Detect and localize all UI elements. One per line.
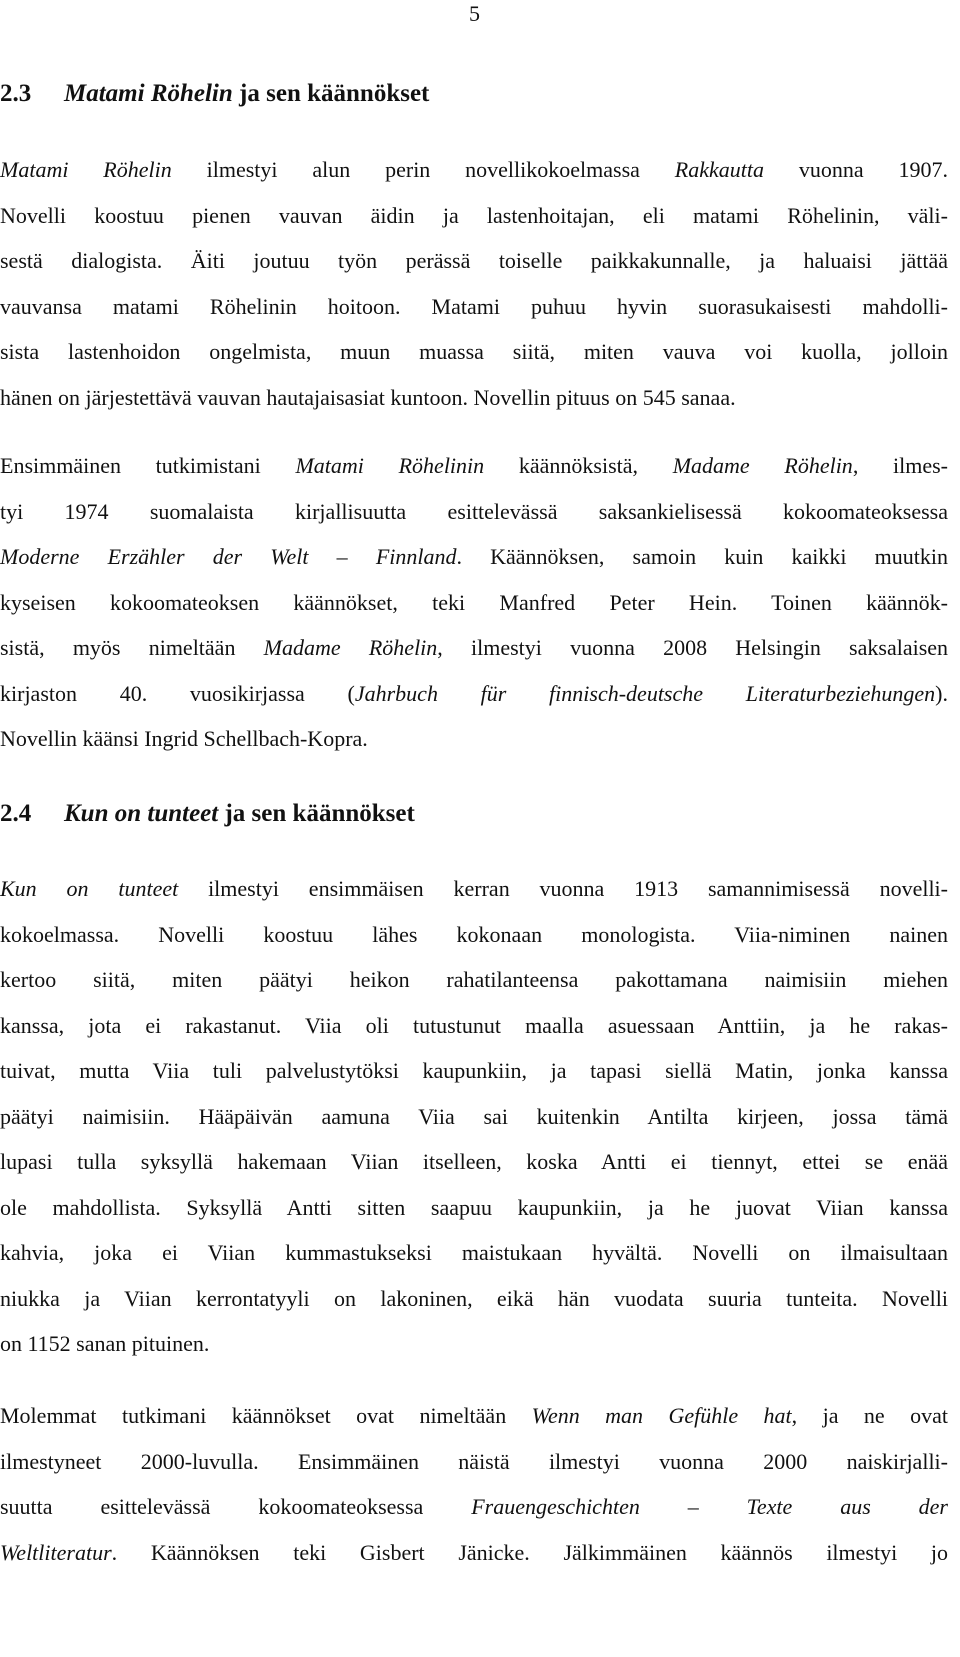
- text-run: suutta esittelevässä kokoomateoksessa: [0, 1494, 472, 1519]
- text-run: ).: [935, 680, 948, 706]
- text-run: kokoelmassa. Novelli koostuu lähes kokonaan monologista. Viia-niminen nainen: [0, 921, 948, 947]
- text-run: vuonna 1907.: [763, 157, 948, 182]
- text-line: [0, 1003, 948, 1049]
- text-line: [0, 1185, 948, 1231]
- italic-text: Madame Röhelin: [672, 453, 853, 478]
- text-line: [0, 329, 948, 375]
- text-run: . Käännöksen teki Gisbert Jänicke. Jälkimmäinen käännös ilmestyi jo: [111, 1539, 948, 1565]
- italic-text: Jahrbuch für finnisch-deutsche Literaturbeziehungen: [354, 680, 936, 706]
- page-number: 5: [469, 1, 480, 26]
- section-heading-2-3: [0, 79, 429, 109]
- text-line: [0, 1393, 948, 1439]
- section-number: 2.3: [0, 80, 32, 107]
- section-number: 2.4: [0, 800, 32, 827]
- text-run: tyi 1974 suomalaista kirjallisuutta esittelevässä saksankielisessä kokoomateoksessa: [0, 498, 948, 524]
- text-line: [0, 1139, 948, 1185]
- paragraph: [0, 866, 948, 1367]
- text-run: sista lastenhoidon ongelmista, muun muassa siitä, miten vauva voi kuolla, jolloin: [0, 339, 948, 364]
- section-title-italic: Matami Röhelin: [64, 80, 233, 107]
- text-run: hänen on järjestettävä vauvan hautajaisasiat kuntoon. Novellin pituus on 545 sanaa.: [0, 384, 736, 410]
- text-run: ilmestyneet 2000-luvulla. Ensimmäinen näistä ilmestyi vuonna 2000 naiskirjalli-: [0, 1448, 948, 1474]
- text-line: [0, 443, 948, 489]
- text-line: [0, 1094, 948, 1140]
- text-line: [0, 866, 948, 912]
- text-run: tuivat, mutta Viia tuli palvelustytöksi kaupunkiin, ja tapasi siellä Matin, jonka kanssa: [0, 1058, 948, 1083]
- text-run: , ilmes-: [852, 453, 948, 478]
- paragraph: [0, 147, 948, 420]
- text-run: kahvia, joka ei Viian kummastukseksi maistukaan hyvältä. Novelli on ilmaisultaan: [0, 1240, 948, 1265]
- italic-text: Wenn man Gefühle hat: [531, 1403, 792, 1428]
- italic-text: Moderne Erzähler der Welt – Finnland: [0, 544, 457, 569]
- section-title-rest: ja sen käännökset: [232, 80, 430, 107]
- text-line: [0, 238, 948, 284]
- text-line: [0, 671, 948, 717]
- text-run: niukka ja Viian kerrontatyyli on lakoninen, eikä hän vuodata suuria tunteita. Novelli: [0, 1285, 948, 1311]
- text-line: [0, 534, 948, 580]
- text-run: Ensimmäinen tutkimistani: [0, 453, 296, 478]
- text-line: [0, 1321, 948, 1367]
- text-run: , ja ne ovat: [791, 1403, 948, 1428]
- text-run: Novelli koostuu pienen vauvan äidin ja lastenhoitajan, eli matami Röhelinin, väli-: [0, 202, 948, 228]
- text-run: Molemmat tutkimani käännökset ovat nimeltään: [0, 1403, 532, 1428]
- text-run: Novellin käänsi Ingrid Schellbach-Kopra.: [0, 726, 368, 751]
- text-line: [0, 284, 948, 330]
- italic-text: Matami Röhelin: [0, 157, 172, 182]
- text-run: ole mahdollista. Syksyllä Antti sitten saapuu kaupunkiin, ja he juovat Viian kanssa: [0, 1194, 948, 1220]
- text-line: [0, 193, 948, 239]
- text-run: . Käännöksen, samoin kuin kaikki muutkin: [456, 544, 948, 569]
- text-run: lupasi tulla syksyllä hakemaan Viian itselleen, koska Antti ei tiennyt, ettei se enää: [0, 1149, 948, 1174]
- text-run: käännöksistä,: [484, 453, 673, 478]
- text-line: [0, 1530, 948, 1576]
- text-line: [0, 716, 948, 762]
- text-run: , ilmestyi vuonna 2008 Helsingin saksalaisen: [437, 635, 949, 660]
- italic-text: Matami Röhelinin: [295, 453, 485, 478]
- text-run: on 1152 sanan pituinen.: [0, 1331, 210, 1356]
- text-line: [0, 1484, 948, 1530]
- text-run: kyseisen kokoomateoksen käännökset, teki Manfred Peter Hein. Toinen käännök-: [0, 589, 948, 615]
- section-title-italic: Kun on tunteet: [64, 800, 219, 827]
- text-run: sistä, myös nimeltään: [0, 635, 264, 660]
- italic-text: Kun on tunteet: [0, 876, 179, 901]
- paragraph: [0, 443, 948, 762]
- italic-text: Frauengeschichten – Texte aus der: [471, 1494, 948, 1519]
- text-line: [0, 1230, 948, 1276]
- section-title-rest: ja sen käännökset: [218, 800, 415, 827]
- italic-text: Madame Röhelin: [263, 635, 438, 660]
- text-line: [0, 375, 948, 421]
- text-run: kanssa, jota ei rakastanut. Viia oli tutustunut maalla asuessaan Anttiin, ja he rakas-: [0, 1012, 948, 1038]
- text-run: sestä dialogista. Äiti joutuu työn perässä toiselle paikkakunnalle, ja haluaisi jättää: [0, 248, 948, 273]
- text-line: [0, 1439, 948, 1485]
- italic-text: Weltliteratur: [0, 1539, 112, 1565]
- text-line: [0, 1048, 948, 1094]
- text-line: [0, 625, 948, 671]
- paragraph: [0, 1393, 948, 1575]
- section-heading-2-4: [0, 799, 415, 829]
- text-line: [0, 957, 948, 1003]
- text-run: vauvansa matami Röhelinin hoitoon. Matami puhuu hyvin suorasukaisesti mahdolli-: [0, 293, 948, 319]
- italic-text: Rakkautta: [674, 157, 764, 182]
- text-line: [0, 912, 948, 958]
- text-run: päätyi naimisiin. Hääpäivän aamuna Viia sai kuitenkin Antilta kirjeen, jossa tämä: [0, 1103, 948, 1129]
- text-line: [0, 580, 948, 626]
- text-line: [0, 489, 948, 535]
- text-line: [0, 1276, 948, 1322]
- text-run: kertoo siitä, miten päätyi heikon rahatilanteensa pakottamana naimisiin miehen: [0, 967, 948, 992]
- text-run: ilmestyi alun perin novellikokoelmassa: [171, 157, 675, 182]
- text-line: [0, 147, 948, 193]
- text-run: kirjaston 40. vuosikirjassa (: [0, 680, 355, 706]
- text-run: ilmestyi ensimmäisen kerran vuonna 1913 samannimisessä novelli-: [178, 876, 948, 901]
